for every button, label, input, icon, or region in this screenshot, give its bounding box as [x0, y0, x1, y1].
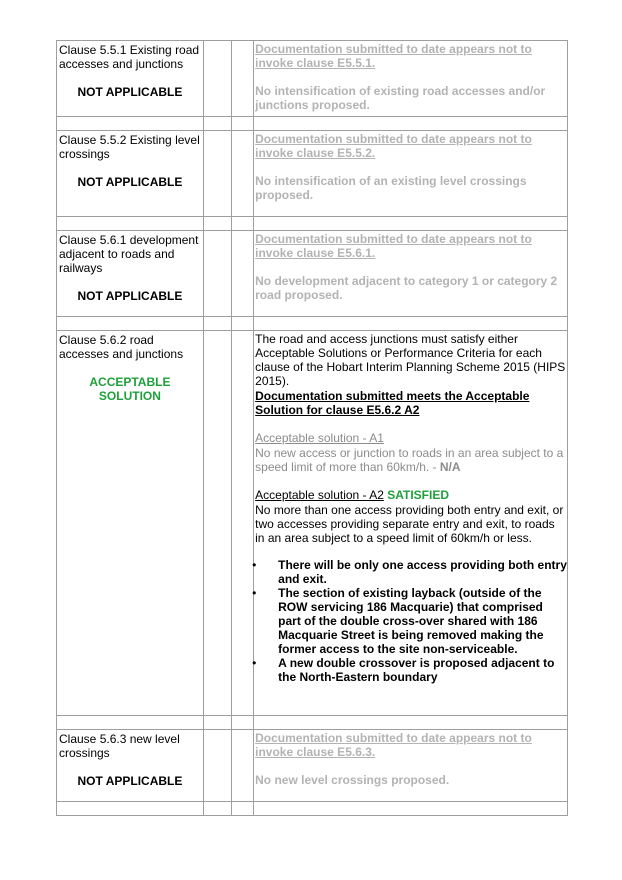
list-item: • The section of existing layback (outside of the ROW servicing 186 Macquarie) that comprised part of the double cross-over shared with 186 Macquarie Street is being removed making the former access to the site non-serviceable.	[278, 586, 567, 656]
empty-cell	[232, 331, 254, 716]
empty-cell	[203, 41, 231, 117]
a1-body	[254, 445, 567, 474]
table-row	[57, 730, 568, 802]
list-item: • A new double crossover is proposed adjacent to the North-Eastern boundary	[278, 656, 567, 684]
table-row	[57, 131, 568, 217]
doc-statement: Documentation submitted to date appears not to invoke clause E5.6.3.	[255, 731, 532, 759]
spacer-row	[57, 117, 568, 131]
bullet-list	[254, 558, 567, 684]
empty-cell	[232, 231, 254, 317]
clause-cell	[57, 41, 204, 117]
clause-cell	[57, 131, 204, 217]
status-label: NOT APPLICABLE	[77, 85, 183, 99]
a2-heading-line	[254, 487, 567, 502]
spacer-row	[57, 716, 568, 730]
note-text: No new level crossings proposed.	[255, 773, 450, 787]
spacer-row	[57, 802, 568, 816]
status-label: NOT APPLICABLE	[77, 774, 183, 788]
empty-cell	[203, 730, 231, 802]
clause-title: Clause 5.6.1 development adjacent to roads and railways	[59, 233, 199, 275]
intro-text: The road and access junctions must satisfy either Acceptable Solutions or Performance Criteria for each clause of the Hobart Interim Planning Scheme 2015 (HIPS 2015).	[255, 332, 566, 388]
status-label: NOT APPLICABLE	[77, 175, 183, 189]
clause-title: Clause 5.5.1 Existing road accesses and junctions	[59, 43, 200, 71]
empty-cell	[203, 231, 231, 317]
comment-cell	[254, 730, 568, 802]
clause-cell	[57, 231, 204, 317]
spacer-row	[57, 217, 568, 231]
clause-cell	[57, 730, 204, 802]
list-item: • There will be only one access providing both entry and exit.	[278, 558, 567, 586]
clause-title: Clause 5.6.3 new level crossings	[59, 732, 180, 760]
empty-cell	[232, 41, 254, 117]
meets-statement: Documentation submitted meets the Acceptable Solution for clause E5.6.2 A2	[255, 389, 530, 417]
a2-result: SATISFIED	[387, 488, 450, 502]
empty-cell	[232, 730, 254, 802]
note-text: No intensification of an existing level crossings proposed.	[255, 174, 527, 202]
doc-statement: Documentation submitted to date appears not to invoke clause E5.5.2.	[255, 132, 532, 160]
assessment-table	[56, 40, 568, 816]
a2-text: No more than one access providing both entry and exit, or two accesses providing separate entry and exit, to roads in an area subject to a speed limit of 60km/h or less.	[255, 503, 564, 545]
note-text: No development adjacent to category 1 or category 2 road proposed.	[255, 274, 558, 302]
spacer-row	[57, 317, 568, 331]
comment-cell	[254, 231, 568, 317]
empty-cell	[232, 131, 254, 217]
note-text: No intensification of existing road accesses and/or junctions proposed.	[255, 84, 546, 112]
a1-heading: Acceptable solution - A1	[255, 431, 384, 445]
status-label: ACCEPTABLE SOLUTION	[89, 375, 171, 403]
doc-statement: Documentation submitted to date appears not to invoke clause E5.5.1.	[255, 42, 532, 70]
a1-result: N/A	[439, 460, 461, 474]
status-label: NOT APPLICABLE	[77, 289, 183, 303]
comment-cell	[254, 131, 568, 217]
clause-cell	[57, 331, 204, 716]
comment-cell	[254, 41, 568, 117]
empty-cell	[203, 131, 231, 217]
a2-heading: Acceptable solution - A2	[255, 488, 384, 502]
table-row	[57, 231, 568, 317]
clause-title: Clause 5.6.2 road accesses and junctions	[59, 333, 184, 361]
table-row	[57, 41, 568, 117]
comment-cell	[254, 331, 568, 716]
empty-cell	[203, 331, 231, 716]
doc-statement: Documentation submitted to date appears not to invoke clause E5.6.1.	[255, 232, 532, 260]
table-row	[57, 331, 568, 716]
clause-title: Clause 5.5.2 Existing level crossings	[59, 133, 200, 161]
a1-text: No new access or junction to roads in an area subject to a speed limit of more than 60km/h. -	[255, 446, 564, 474]
